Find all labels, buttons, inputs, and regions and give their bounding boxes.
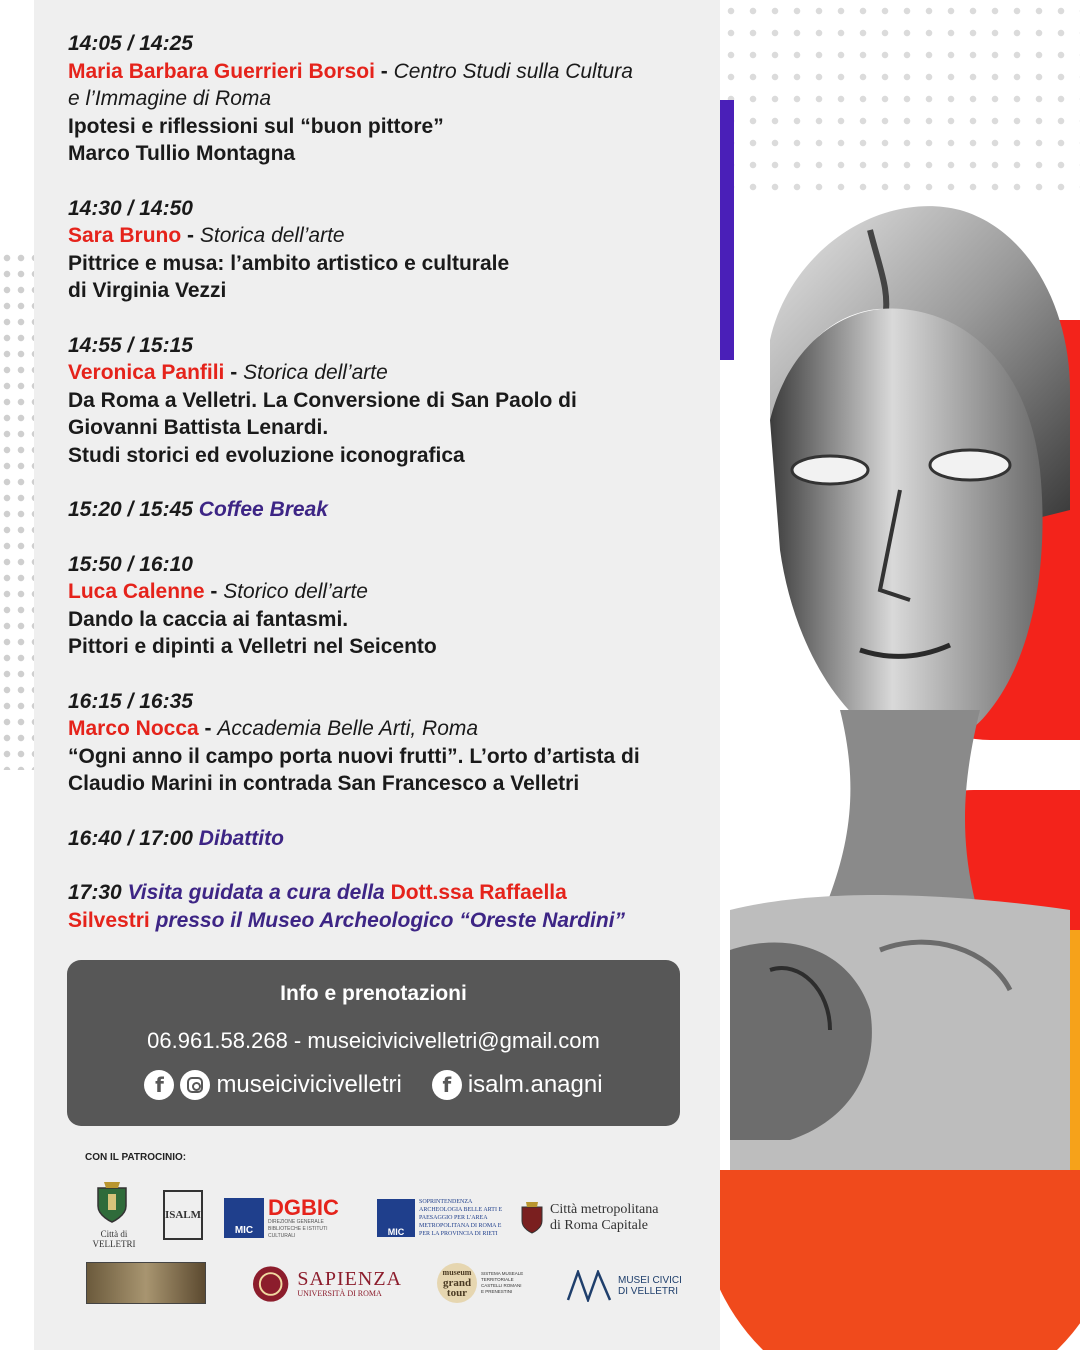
museum-grand-tour-logo: museum grand tour SISTEMA MUSEALE TERRITORIALE CASTELLI ROMANI E PRENESTINI bbox=[437, 1260, 527, 1306]
velletri-logo bbox=[84, 1180, 140, 1250]
program-entry bbox=[68, 825, 708, 853]
speaker-name: Maria Barbara Guerrieri Borsoi bbox=[68, 59, 375, 83]
red-semicircle bbox=[720, 1170, 1080, 1350]
speaker-name: Marco Nocca bbox=[68, 717, 199, 740]
entry-time: 16:15 / 16:35 bbox=[68, 689, 193, 713]
talk-title: “Ogni anno il campo porta nuovi frutti”. L’orto d’artista di bbox=[68, 744, 640, 768]
speaker-affiliation: Storica dell’arte bbox=[199, 224, 345, 247]
separator: - bbox=[374, 59, 394, 83]
speaker-affiliation: Storico dell’arte bbox=[223, 580, 368, 603]
guide-name: Silvestri bbox=[68, 908, 150, 932]
book-photo-logo bbox=[86, 1262, 206, 1304]
talk-title: Pittori e dipinti a Velletri nel Seicento bbox=[68, 635, 437, 658]
info-box bbox=[67, 960, 680, 1126]
social-link-isalm[interactable] bbox=[432, 1070, 603, 1100]
citta-metropolitana-logo: Città metropolitana di Roma Capitale bbox=[520, 1196, 690, 1240]
coat-of-arms-icon bbox=[94, 1180, 130, 1224]
facebook-icon: f bbox=[144, 1070, 174, 1100]
musei-civici-logo: MUSEI CIVICI DI VELLETRI bbox=[566, 1266, 696, 1306]
program-entry bbox=[68, 551, 708, 661]
speaker-affiliation: e l’Immagine di Roma bbox=[68, 87, 272, 110]
info-contact[interactable]: 06.961.58.268 - museicivicivelletri@gmail.com bbox=[147, 1028, 600, 1053]
entry-time: 15:50 / 16:10 bbox=[68, 552, 193, 576]
velletri-label: Città di VELLETRI bbox=[92, 1229, 136, 1249]
talk-title: di Virginia Vezzi bbox=[68, 279, 227, 302]
program-entry bbox=[68, 195, 708, 305]
dgbic-logo: MIC DGBIC DIREZIONE GENERALE BIBLIOTECHE E ISTITUTI CULTURALI bbox=[224, 1196, 354, 1240]
program-entry bbox=[68, 496, 708, 524]
talk-title: Marco Tullio Montagna bbox=[68, 142, 296, 165]
program-panel bbox=[34, 0, 720, 1350]
visit-text: Visita guidata a cura della bbox=[127, 881, 385, 904]
dot-pattern bbox=[0, 250, 34, 770]
speaker-affiliation: Centro Studi sulla Cultura bbox=[393, 59, 633, 83]
mic-icon: MIC bbox=[377, 1199, 415, 1237]
talk-title: Pittrice e musa: l’ambito artistico e culturale bbox=[68, 251, 510, 275]
patronage-label: CON IL PATROCINIO: bbox=[85, 1152, 187, 1163]
separator: - bbox=[204, 580, 224, 603]
mic-icon: MIC bbox=[224, 1198, 264, 1238]
separator: - bbox=[224, 361, 244, 384]
speaker-name: Veronica Panfili bbox=[68, 361, 225, 384]
talk-title: Claudio Marini in contrada San Francesco a Velletri bbox=[68, 772, 580, 795]
social-handle: museicivicivelletri bbox=[216, 1071, 402, 1098]
isalm-logo: ISALM bbox=[163, 1190, 203, 1240]
debate-label: Dibattito bbox=[198, 826, 284, 850]
talk-title: Dando la caccia ai fantasmi. bbox=[68, 607, 349, 631]
program-entry bbox=[68, 30, 708, 168]
program-list bbox=[68, 30, 708, 961]
speaker-name: Luca Calenne bbox=[68, 580, 205, 603]
info-title: Info e prenotazioni bbox=[280, 982, 467, 1005]
entry-time: 15:20 / 15:45 bbox=[68, 498, 193, 521]
program-entry bbox=[68, 688, 708, 798]
social-links bbox=[67, 1070, 680, 1100]
speaker-affiliation: Accademia Belle Arti, Roma bbox=[217, 717, 479, 740]
talk-title: Da Roma a Velletri. La Conversione di San Paolo di bbox=[68, 388, 577, 412]
instagram-icon bbox=[180, 1070, 210, 1100]
entry-time: 14:30 / 14:50 bbox=[68, 196, 193, 220]
statue-illustration bbox=[730, 190, 1070, 1170]
talk-title: Giovanni Battista Lenardi. bbox=[68, 416, 329, 439]
entry-time: 16:40 / 17:00 bbox=[68, 826, 193, 850]
break-label: Coffee Break bbox=[198, 498, 328, 521]
soprintendenza-logo: MIC SOPRINTENDENZA ARCHEOLOGIA BELLE ARTI E PAESAGGIO PER L'AREA METROPOLITANA DI ROMA E PER LA PROVINCIA DI RIETI bbox=[377, 1196, 505, 1240]
social-link-museicivici[interactable] bbox=[144, 1070, 401, 1100]
guide-name: Dott.ssa Raffaella bbox=[390, 881, 567, 904]
separator: - bbox=[198, 717, 218, 740]
visit-text: presso il Museo Archeologico “Oreste Nardini” bbox=[155, 908, 626, 932]
musei-civici-icon bbox=[566, 1270, 612, 1302]
entry-time: 14:55 / 15:15 bbox=[68, 333, 193, 357]
speaker-name: Sara Bruno bbox=[68, 224, 182, 247]
dot-pattern bbox=[720, 0, 1080, 200]
program-entry bbox=[68, 332, 708, 470]
separator: - bbox=[181, 224, 200, 247]
sapienza-seal-icon bbox=[252, 1265, 289, 1303]
decorative-artwork bbox=[720, 0, 1080, 1350]
coat-of-arms-icon bbox=[520, 1201, 544, 1235]
entry-time: 14:05 / 14:25 bbox=[68, 32, 193, 55]
program-entry bbox=[68, 879, 708, 934]
talk-title: Studi storici ed evoluzione iconografica bbox=[68, 443, 465, 467]
social-handle: isalm.anagni bbox=[467, 1071, 603, 1098]
talk-title: Ipotesi e riflessioni sul “buon pittore” bbox=[68, 114, 444, 138]
speaker-affiliation: Storica dell’arte bbox=[243, 361, 388, 384]
facebook-icon: f bbox=[432, 1070, 462, 1100]
entry-time: 17:30 bbox=[68, 881, 122, 904]
sapienza-logo: SAPIENZA UNIVERSITÀ DI ROMA bbox=[252, 1262, 402, 1306]
